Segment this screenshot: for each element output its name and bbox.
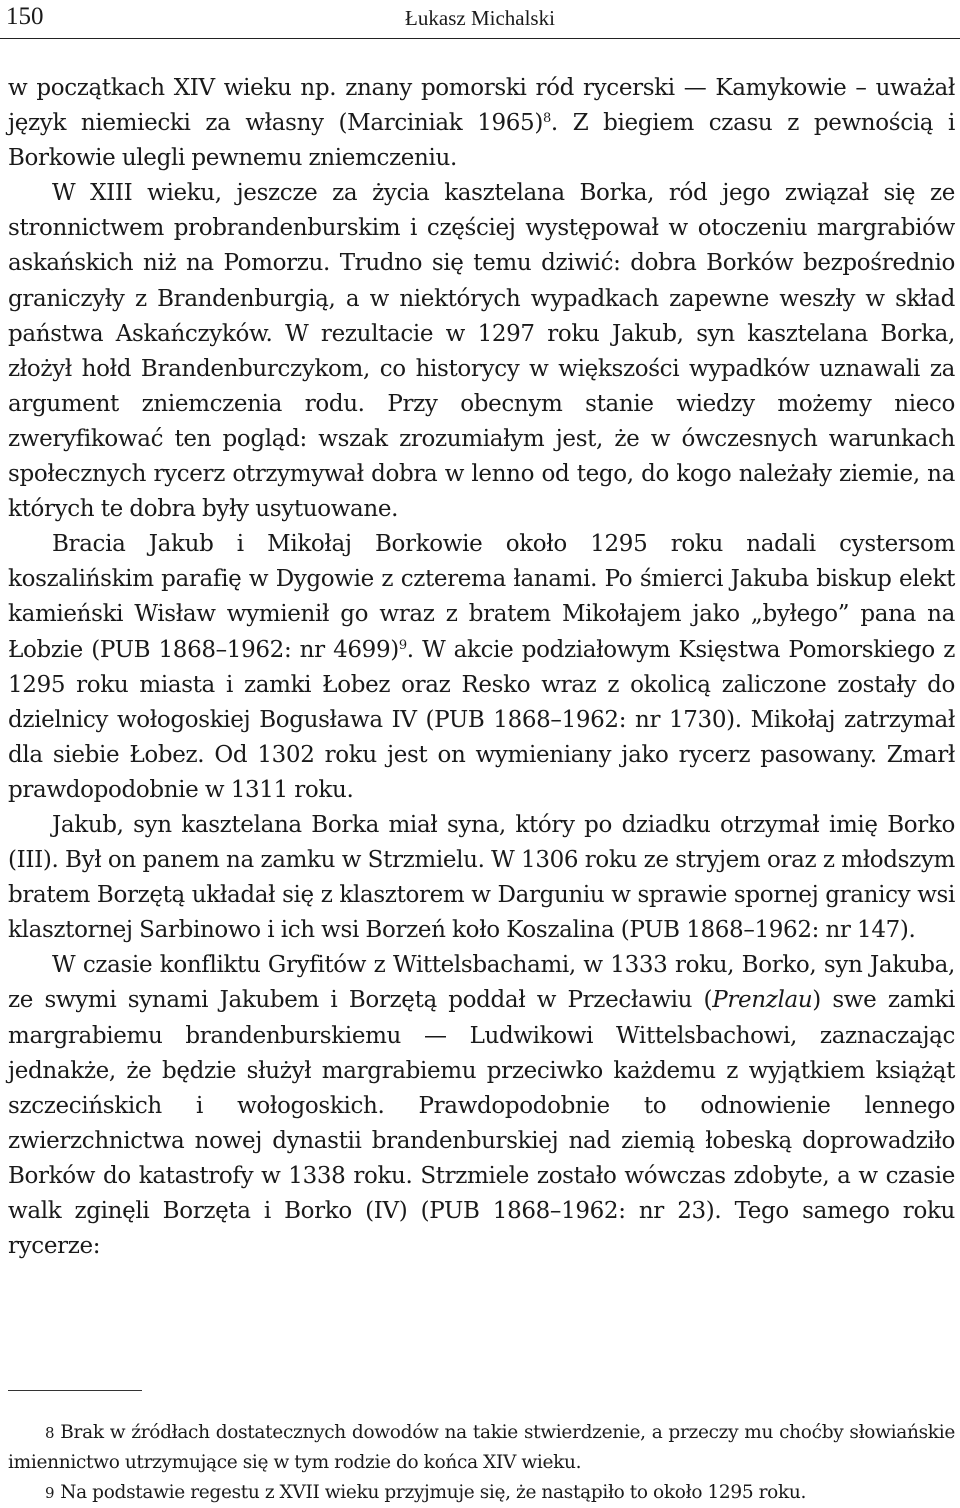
paragraph-5-text: W czasie konfliktu Gryfitów z Wittelsbachami, w 1333 roku, Borko, syn Jakuba, ze swymi synami Jakubem i Borzętą poddał w Przecławiu ( (8, 952, 955, 1014)
footnote-ref-8[interactable]: 8 (542, 111, 551, 127)
paragraph-5-text-continued: ) swe zamki margrabiemu brandenburskiemu — Ludwikowi Wittelsbachowi, zaznaczając jednakże, że będzie służył margrabiemu przeciwko każdemu z wyjątkiem książąt szczecińskich i wołogoskich. Prawdopodobnie to odnowienie lennego zwierzchnictwa nowej dynastii brandenburskiej nad ziemią łobeską doprowadziło Borków do katastrofy w 1338 roku. Strzmiele zostało wówczas zdobyte, a w czasie walk zginęli Borzęta i Borko (IV) (PUB 1868–1962: nr 23). Tego samego roku rycerze: (8, 987, 955, 1260)
paragraph-3-text-continued: . W akcie podziałowym Księstwa Pomorskiego z 1295 roku miasta i zamki Łobez oraz Resko wraz z okolicą zaliczone zostały do dzielnicy wołogoskiej Bogusława IV (PUB 1868–1962: nr 1730). Mikołaj zatrzymał dla siebie Łobez. Od 1302 roku jest on wymieniany jako rycerz pasowany. Zmarł prawdopodobnie w 1311 roku. (8, 636, 955, 803)
paragraph-1-text: w początkach XIV wieku np. znany pomorski ród rycerski — Kamykowie – uważał język niemiecki za własny (Marciniak 1965) (8, 75, 955, 137)
main-text (8, 71, 955, 1264)
footnotes (8, 1418, 955, 1508)
paragraph-3 (8, 527, 955, 808)
paragraph-3-text: Bracia Jakub i Mikołaj Borkowie około 1295 roku nadali cystersom koszalińskim parafię w Dygowie z czterema łanami. Po śmierci Jakuba biskup elekt kamieński Wisław wymienił go wraz z bratem Mikołajem jako „byłego” pana na Łobzie (PUB 1868–1962: nr 4699) (8, 531, 955, 663)
page-number: 150 (6, 3, 44, 30)
footnote-9-text: Na podstawie regestu z XVII wieku przyjmuje się, że nastąpiło to około 1295 roku. (60, 1482, 807, 1503)
footnote-8-mark: 8 (45, 1424, 55, 1442)
paragraph-5 (8, 948, 955, 1264)
footnote-8-text: Brak w źródłach dostatecznych dowodów na takie stwierdzenie, a przeczy mu choćby słowiańskie imiennictwo utrzymujące się w tym rodzie do końca XIV wieku. (8, 1422, 955, 1473)
footnote-9-mark: 9 (45, 1484, 55, 1502)
paragraph-5-italic-place-name: Prenzlau (712, 987, 813, 1014)
footnote-separator (8, 1390, 142, 1391)
paragraph-2: W XIII wieku, jeszcze za życia kasztelana Borka, ród jego związał się ze stronnictwem probrandenburskim i częściej występował w otoczeniu margrabiów askańskich niż na Pomorzu. Trudno się temu dziwić: dobra Borków bezpośrednio graniczyły z Brandenburgią, a w niektórych wypadkach zapewne weszły w skład państwa Askańczyków. W rezultacie w 1297 roku Jakub, syn kasztelana Borka, złożył hołd Brandenburczykom, co historycy w większości wypadków uznawali za argument zniemczenia rodu. Przy obecnym stanie wiedzy możemy nieco zweryfikować ten pogląd: wszak zrozumiałym jest, że w ówczesnych warunkach społecznych rycerz otrzymywał dobra w lenno od tego, do kogo należały ziemie, na których te dobra były usytuowane. (8, 180, 955, 523)
running-head-author: Łukasz Michalski (405, 6, 555, 30)
footnote-8 (8, 1418, 955, 1478)
paragraph-4: Jakub, syn kasztelana Borka miał syna, który po dziadku otrzymał imię Borko (III). Był on panem na zamku w Strzmielu. W 1306 roku ze stryjem oraz z młodszym bratem Borzętą układał się z klasztorem w Darguniu w sprawie spornej granicy wsi klasztornej Sarbinowo i ich wsi Borzeń koło Koszalina (PUB 1868–1962: nr 147). (8, 811, 955, 944)
footnote-9 (8, 1478, 955, 1508)
page-header (0, 0, 960, 39)
paragraph-1 (8, 71, 955, 176)
paragraph-1-text-continued: . Z biegiem czasu z pewnością i Borkowie ulegli pewnemu zniemczeniu. (8, 110, 955, 172)
footnote-ref-9[interactable]: 9 (398, 637, 407, 653)
